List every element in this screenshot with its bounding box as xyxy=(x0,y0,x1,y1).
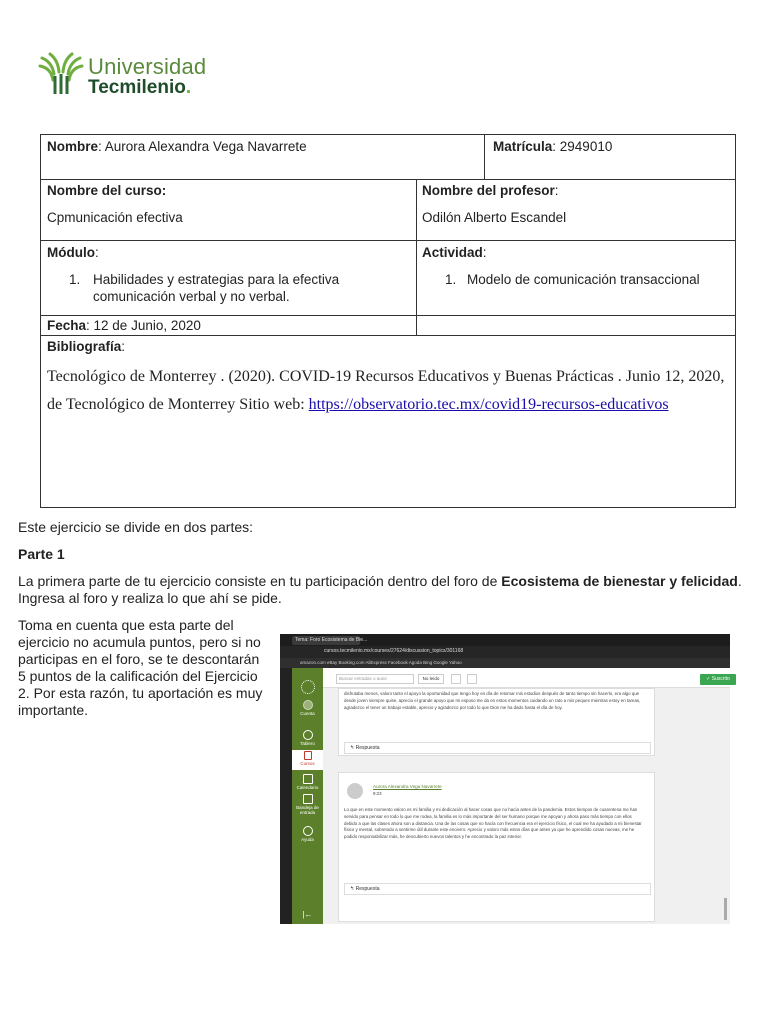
reply-card-2 xyxy=(338,772,655,922)
curso-label: Nombre del curso: xyxy=(47,183,167,198)
actividad-colon: : xyxy=(482,245,487,260)
reply-button[interactable]: ↰ Respuesta xyxy=(344,742,651,754)
nav-tablero[interactable] xyxy=(292,730,323,746)
nav-cuenta-label: Cuenta xyxy=(300,711,315,716)
modulo-label: Módulo xyxy=(47,245,95,260)
curso-value: Cpmunicación efectiva xyxy=(47,210,183,225)
author-name[interactable]: Aurora Alexandra Vega Navarrete xyxy=(373,784,442,789)
nav-ayuda[interactable] xyxy=(292,826,323,842)
modulo-number: 1. xyxy=(69,272,81,287)
parte1-paragraph xyxy=(18,573,748,607)
modulo-value: Habilidades y estrategias para la efectiva comunicación verbal y no verbal. xyxy=(93,272,340,304)
profesor-value: Odilón Alberto Escandel xyxy=(422,210,567,225)
expand-threads-icon[interactable] xyxy=(467,674,477,684)
student-info-table xyxy=(40,134,736,508)
matricula-cell xyxy=(493,138,733,155)
p1-text-a: La primera parte de tu ejercicio consiste en tu participación dentro del foro de xyxy=(18,573,502,589)
bibliografia-link[interactable]: https://observatorio.tec.mx/covid19-recursos-educativos xyxy=(308,396,669,413)
nav-calendario[interactable] xyxy=(292,774,323,790)
actividad-label: Actividad xyxy=(422,245,483,260)
forum-screenshot xyxy=(280,634,730,924)
bibliografia-citation: Tecnológico de Monterrey . (2020). COVID-19 Recursos Educativos y Buenas Prácticas . Junio 12, 2020, de Tecnológico de Monterrey Sitio web: xyxy=(47,368,725,413)
profesor-cell xyxy=(422,182,559,199)
divider xyxy=(416,179,417,335)
subscribe-button[interactable]: ✓ Suscrito xyxy=(700,674,736,685)
parte1-heading: Parte 1 xyxy=(18,546,65,562)
bookmarks-bar: amazon.com eBay Booking.com AliExpress Facebook Agoda Bing Google Yahoo xyxy=(280,658,730,668)
forum-main xyxy=(323,668,730,924)
divider xyxy=(41,240,735,241)
bibliografia-colon: : xyxy=(121,339,126,354)
reply-1-text: disfrutaba menos, valoro tanto el apoyo la oportunidad que tengo hoy en día de retomar mis estudios después de tanto tiempo sin hacerlo, era algo que desde joven siempre quise, aprecio el grande apoyo que mi esposo me da en estos momentos cuidando un rato a mis peques mientras estoy en tareas, agradezco el tener un trabajo estable, aprecio y agradezco por todo lo que Dios me ha dado hasta el día de hoy. xyxy=(344,691,641,710)
modulo-cell xyxy=(47,244,99,261)
bibliografia-label: Bibliografía xyxy=(47,339,122,354)
search-input[interactable]: Buscar entradas o autor xyxy=(336,674,414,684)
nombre-value: : Aurora Alexandra Vega Navarrete xyxy=(98,139,307,154)
nav-calendario-label: Calendario xyxy=(296,785,319,790)
nav-ayuda-label: Ayuda xyxy=(301,837,314,842)
post-time: 9:23 xyxy=(373,791,382,796)
forum-toolbar xyxy=(323,668,730,688)
divider xyxy=(41,315,735,316)
actividad-number: 1. xyxy=(445,272,457,287)
profesor-colon: : xyxy=(554,183,559,198)
bibliografia-cell xyxy=(47,338,125,355)
modulo-colon: : xyxy=(94,245,99,260)
profesor-label: Nombre del profesor xyxy=(422,183,555,198)
nombre-label: Nombre xyxy=(47,139,99,154)
matricula-value: : 2949010 xyxy=(552,139,613,154)
browser-sidebar xyxy=(280,668,292,924)
divider xyxy=(41,179,735,180)
intro-text: Este ejercicio se divide en dos partes: xyxy=(18,519,254,535)
avatar xyxy=(347,783,363,799)
nav-cursos[interactable] xyxy=(292,750,323,770)
tecmilenio-logo-icon xyxy=(38,52,84,96)
collapse-threads-icon[interactable] xyxy=(451,674,461,684)
fecha-label: Fecha xyxy=(47,318,87,333)
url-text[interactable]: cursos.tecmilenio.mx/courses/27624/discussion_topics/301168 xyxy=(324,648,464,654)
nav-bandeja-label: Bandeja de entrada xyxy=(296,805,319,815)
reply-card-1 xyxy=(338,688,655,756)
browser-tab[interactable]: Tema: Foro Ecosistema de Bie... xyxy=(292,636,360,645)
browser-tab-bar xyxy=(280,634,730,646)
actividad-cell xyxy=(422,244,487,261)
p1-text-b: . Ingresa al foro y realiza lo que ahí se pide. xyxy=(18,573,742,606)
logo-text-tecmilenio: Tecmilenio. xyxy=(88,77,192,98)
bibliografia-text xyxy=(47,363,733,419)
fecha-value: : 12 de Junio, 2020 xyxy=(86,318,201,333)
divider xyxy=(484,135,485,179)
collapse-icon[interactable]: |← xyxy=(302,910,313,919)
nav-cursos-label: Cursos xyxy=(300,761,315,766)
nav-bandeja[interactable] xyxy=(292,794,323,815)
actividad-value: Modelo de comunicación transaccional xyxy=(467,272,700,287)
nombre-cell xyxy=(47,138,477,155)
unread-filter-button[interactable]: No leído xyxy=(418,674,444,684)
university-logo xyxy=(38,50,238,100)
scrollbar[interactable] xyxy=(724,898,727,920)
reply-button[interactable]: ↰ Respuesta xyxy=(344,883,651,895)
instructions-paragraph: Toma en cuenta que esta parte del ejercicio no acumula puntos, pero si no participas en el foro, se te descontarán 5 puntos de la calificación del Ejercicio 2. Por esta razón, tu aportación es muy importante. xyxy=(18,617,263,718)
p1-bold: Ecosistema de bienestar y felicidad xyxy=(501,573,738,589)
nav-logo-icon[interactable] xyxy=(292,680,323,695)
nav-cuenta[interactable] xyxy=(292,700,323,716)
matricula-label: Matrícula xyxy=(493,139,553,154)
divider xyxy=(41,335,735,336)
reply-2-text: Lo que en este momento valoro es mi familia y mi dedicación al hacer cosas que no hacía antes de la pandemia. Estos tiempos de cuarentena me han servido para pensar en todo lo que me rodea, la familia es lo más importante del ser humano porque me apoyan y ahora paso más tiempo con ellos debido a que las clases ahora son a distancia. Una de las cosas que no hacía con frecuencia era el ejercicio físico, el cual me ha ayudado a mi bienestar físico y mental, sobretodo a sentirme útil durante este encierro. Aprecio y valoro más estos días que antes ya que he aprendido cosas nuevas, me he podido responsabilizar más, he descubierto nuevos talentos y he encontrado la paz interior. xyxy=(344,807,642,840)
fecha-cell xyxy=(47,317,201,334)
logo-text-universidad: Universidad xyxy=(88,54,207,79)
nav-tablero-label: Tablero xyxy=(300,741,315,746)
